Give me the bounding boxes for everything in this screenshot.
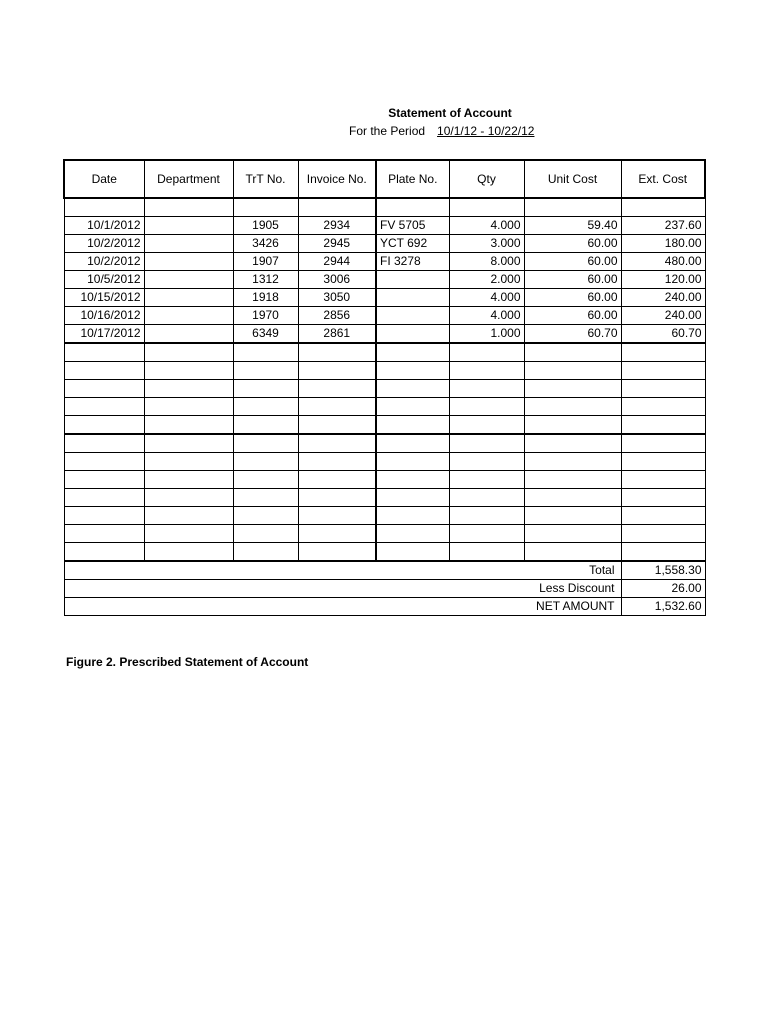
col-header-department: Department <box>144 160 233 198</box>
trt-no-cell: 3426 <box>233 235 298 253</box>
plate-no-cell: YCT 692 <box>376 235 449 253</box>
unit-cost-cell: 60.00 <box>524 307 621 325</box>
department-cell <box>144 253 233 271</box>
col-header-plate-no: Plate No. <box>376 160 449 198</box>
department-cell <box>144 325 233 344</box>
date-cell: 10/2/2012 <box>64 253 144 271</box>
col-header-unit-cost: Unit Cost <box>524 160 621 198</box>
invoice-no-cell: 2945 <box>298 235 376 253</box>
table-row <box>64 217 705 235</box>
qty-cell: 2.000 <box>449 271 524 289</box>
qty-cell: 4.000 <box>449 307 524 325</box>
figure-caption: Figure 2. Prescribed Statement of Account <box>66 655 309 669</box>
net-amount-label: NET AMOUNT <box>64 598 621 616</box>
period-line <box>349 124 536 138</box>
col-header-date: Date <box>64 160 144 198</box>
net-amount-value: 1,532.60 <box>621 598 705 616</box>
unit-cost-cell: 60.00 <box>524 253 621 271</box>
empty-row <box>64 453 705 471</box>
ext-cost-cell: 240.00 <box>621 307 705 325</box>
invoice-no-cell: 2861 <box>298 325 376 344</box>
table-row <box>64 253 705 271</box>
table-row <box>64 307 705 325</box>
department-cell <box>144 307 233 325</box>
total-row <box>64 561 705 580</box>
plate-no-cell <box>376 271 449 289</box>
trt-no-cell: 1970 <box>233 307 298 325</box>
trt-no-cell: 1312 <box>233 271 298 289</box>
statement-table <box>63 159 706 616</box>
empty-row <box>64 416 705 435</box>
discount-label: Less Discount <box>64 580 621 598</box>
trt-no-cell: 1907 <box>233 253 298 271</box>
col-header-ext-cost: Ext. Cost <box>621 160 705 198</box>
empty-row <box>64 525 705 543</box>
empty-row <box>64 362 705 380</box>
discount-row <box>64 580 705 598</box>
plate-no-cell <box>376 307 449 325</box>
unit-cost-cell: 60.00 <box>524 235 621 253</box>
col-header-qty: Qty <box>449 160 524 198</box>
qty-cell: 4.000 <box>449 289 524 307</box>
ext-cost-cell: 180.00 <box>621 235 705 253</box>
unit-cost-cell: 60.00 <box>524 289 621 307</box>
empty-row <box>64 398 705 416</box>
spacer-row <box>64 198 705 217</box>
qty-cell: 3.000 <box>449 235 524 253</box>
ext-cost-cell: 120.00 <box>621 271 705 289</box>
department-cell <box>144 235 233 253</box>
table-body <box>64 198 705 561</box>
plate-no-cell: FV 5705 <box>376 217 449 235</box>
discount-value: 26.00 <box>621 580 705 598</box>
unit-cost-cell: 59.40 <box>524 217 621 235</box>
net-amount-row <box>64 598 705 616</box>
empty-row <box>64 343 705 362</box>
ext-cost-cell: 60.70 <box>621 325 705 344</box>
table-row <box>64 325 705 344</box>
date-cell: 10/5/2012 <box>64 271 144 289</box>
plate-no-cell <box>376 325 449 344</box>
invoice-no-cell: 2944 <box>298 253 376 271</box>
table-row <box>64 235 705 253</box>
plate-no-cell <box>376 289 449 307</box>
empty-row <box>64 434 705 453</box>
statement-title: Statement of Account <box>388 106 512 120</box>
qty-cell: 1.000 <box>449 325 524 344</box>
table-row <box>64 271 705 289</box>
col-header-trt-no: TrT No. <box>233 160 298 198</box>
header-row <box>64 160 705 198</box>
department-cell <box>144 271 233 289</box>
invoice-no-cell: 3050 <box>298 289 376 307</box>
summary-body <box>64 561 705 616</box>
invoice-no-cell: 3006 <box>298 271 376 289</box>
empty-row <box>64 489 705 507</box>
qty-cell: 4.000 <box>449 217 524 235</box>
empty-row <box>64 543 705 562</box>
ext-cost-cell: 237.60 <box>621 217 705 235</box>
empty-row <box>64 507 705 525</box>
unit-cost-cell: 60.00 <box>524 271 621 289</box>
invoice-no-cell: 2856 <box>298 307 376 325</box>
date-cell: 10/15/2012 <box>64 289 144 307</box>
trt-no-cell: 6349 <box>233 325 298 344</box>
period-range: 10/1/12 - 10/22/12 <box>437 124 535 138</box>
total-label: Total <box>64 561 621 580</box>
trt-no-cell: 1918 <box>233 289 298 307</box>
trt-no-cell: 1905 <box>233 217 298 235</box>
empty-row <box>64 380 705 398</box>
date-cell: 10/1/2012 <box>64 217 144 235</box>
qty-cell: 8.000 <box>449 253 524 271</box>
department-cell <box>144 217 233 235</box>
table-row <box>64 289 705 307</box>
invoice-no-cell: 2934 <box>298 217 376 235</box>
ext-cost-cell: 240.00 <box>621 289 705 307</box>
date-cell: 10/16/2012 <box>64 307 144 325</box>
date-cell: 10/2/2012 <box>64 235 144 253</box>
total-value: 1,558.30 <box>621 561 705 580</box>
ext-cost-cell: 480.00 <box>621 253 705 271</box>
period-label: For the Period <box>349 124 426 138</box>
unit-cost-cell: 60.70 <box>524 325 621 344</box>
department-cell <box>144 289 233 307</box>
col-header-invoice-no: Invoice No. <box>298 160 376 198</box>
date-cell: 10/17/2012 <box>64 325 144 344</box>
empty-row <box>64 471 705 489</box>
plate-no-cell: FI 3278 <box>376 253 449 271</box>
